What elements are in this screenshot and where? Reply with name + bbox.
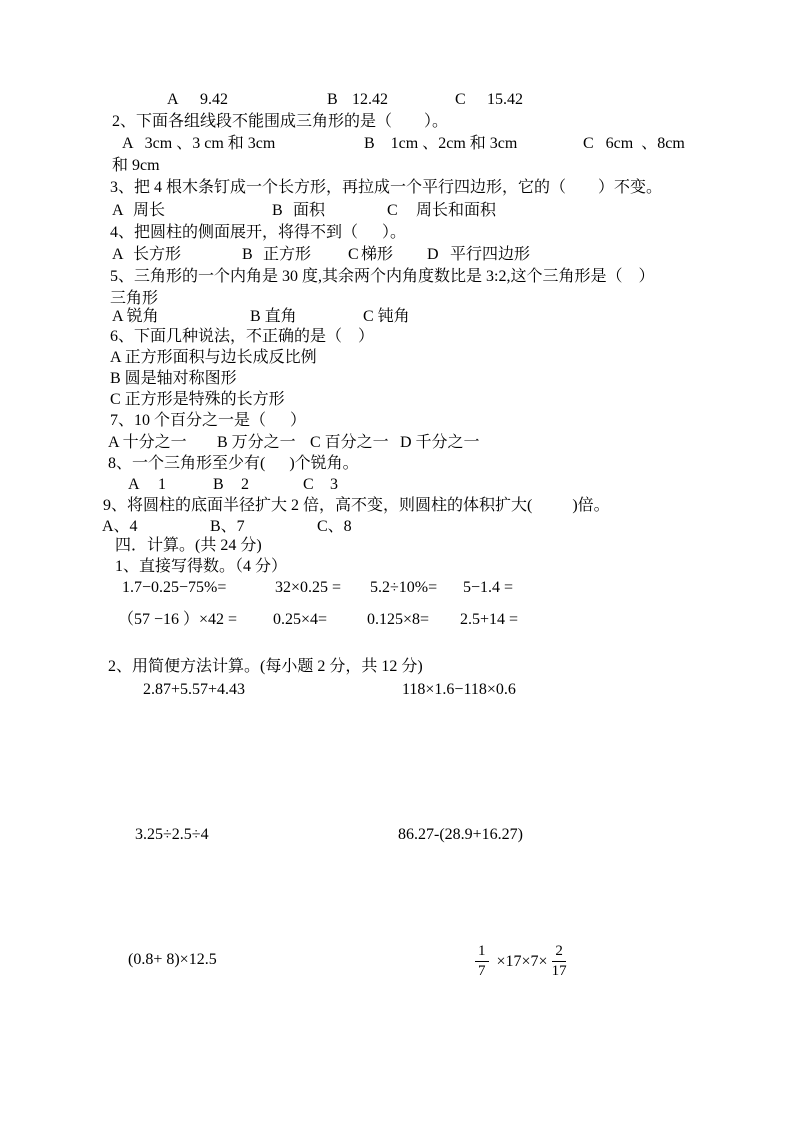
text-segment: B bbox=[327, 91, 338, 108]
text-segment: A bbox=[128, 476, 140, 493]
text-segment: A 十分之一 bbox=[108, 434, 187, 451]
text-segment: 12.42 bbox=[352, 91, 388, 108]
text-segment: C 钝角 bbox=[363, 308, 410, 325]
text-segment: 7、10 个百分之一是（ ） bbox=[110, 412, 307, 429]
math-operator-text: ×17×7× bbox=[492, 952, 548, 970]
text-segment: 5−1.4 = bbox=[463, 579, 514, 596]
text-segment: A bbox=[112, 202, 124, 219]
text-segment: 9、将圆柱的底面半径扩大 2 倍，高不变，则圆柱的体积扩大( )倍。 bbox=[103, 497, 610, 514]
text-segment: C bbox=[455, 91, 466, 108]
text-segment: 梯形 bbox=[361, 246, 394, 263]
fraction-numerator: 1 bbox=[475, 944, 489, 962]
text-segment: 面积 bbox=[293, 202, 326, 219]
text-segment: C 正方形是特殊的长方形 bbox=[110, 391, 285, 408]
text-segment: 2.5+14 = bbox=[460, 611, 519, 628]
text-segment: C 6cm 、8cm bbox=[583, 135, 685, 152]
fraction-numerator: 2 bbox=[552, 944, 566, 962]
text-segment: 2、下面各组线段不能围成三角形的是（ ）。 bbox=[112, 113, 449, 130]
text-segment: 3、把 4 根木条钉成一个长方形，再拉成一个平行四边形，它的（ ）不变。 bbox=[110, 179, 663, 196]
text-segment: A bbox=[167, 91, 179, 108]
text-segment: D 千分之一 bbox=[400, 434, 480, 451]
text-segment: A 正方形面积与边长成反比例 bbox=[110, 349, 317, 366]
text-segment: B bbox=[272, 202, 283, 219]
text-segment: 四．计算。(共 24 分) bbox=[115, 537, 262, 554]
text-segment: 2.87+5.57+4.43 bbox=[143, 681, 246, 698]
text-segment: 5.2÷10%= bbox=[370, 579, 438, 596]
text-segment: 5、三角形的一个内角是 30 度,其余两个内角度数比是 3:2,这个三角形是（ ） bbox=[110, 268, 655, 285]
text-segment: 1.7−0.25−75%= bbox=[122, 579, 227, 596]
text-segment: C bbox=[303, 476, 314, 493]
text-segment: 118×1.6−118×0.6 bbox=[402, 681, 516, 698]
fraction bbox=[475, 944, 489, 979]
text-segment: D bbox=[427, 246, 439, 263]
text-segment: 1 bbox=[158, 476, 166, 493]
text-segment: B 圆是轴对称图形 bbox=[110, 370, 237, 387]
text-segment: 3.25÷2.5÷4 bbox=[135, 826, 209, 843]
text-segment: B bbox=[242, 246, 253, 263]
text-segment: 3 bbox=[330, 476, 338, 493]
text-segment: A、4 bbox=[102, 518, 138, 535]
text-segment: B bbox=[213, 476, 224, 493]
text-segment: 15.42 bbox=[487, 91, 523, 108]
text-segment: C、8 bbox=[317, 518, 352, 535]
text-segment: 0.125×8= bbox=[367, 611, 430, 628]
math-fraction-expression bbox=[473, 944, 569, 979]
text-segment: B 万分之一 bbox=[217, 434, 296, 451]
text-segment: （57 −16 ）×42 = bbox=[118, 611, 238, 628]
fraction bbox=[552, 944, 567, 979]
text-segment: 周长 bbox=[133, 202, 166, 219]
text-segment: A 锐角 bbox=[112, 308, 159, 325]
text-segment: 32×0.25 = bbox=[275, 579, 342, 596]
text-segment: (0.8+ 8)×12.5 bbox=[128, 951, 217, 968]
text-segment: 4、把圆柱的侧面展开，将得不到（ ）。 bbox=[110, 224, 407, 241]
text-segment: 6、下面几种说法，不正确的是（ ） bbox=[110, 328, 375, 345]
text-segment: 和 9cm bbox=[112, 157, 160, 174]
text-segment: 1、直接写得数。（4 分） bbox=[115, 558, 288, 575]
text-segment: A 3cm 、3 cm 和 3cm bbox=[122, 135, 276, 152]
text-segment: C bbox=[387, 202, 398, 219]
text-segment: B 直角 bbox=[250, 308, 297, 325]
text-segment: B 1cm 、2cm 和 3cm bbox=[364, 135, 518, 152]
text-segment: B、7 bbox=[210, 518, 245, 535]
text-segment: 平行四边形 bbox=[450, 246, 531, 263]
text-segment: 正方形 bbox=[263, 246, 312, 263]
fraction-denominator: 17 bbox=[551, 963, 567, 979]
text-segment: C bbox=[348, 246, 359, 263]
text-segment: A bbox=[112, 246, 124, 263]
text-segment: 2 bbox=[241, 476, 249, 493]
text-segment: 长方形 bbox=[133, 246, 182, 263]
fraction-denominator: 7 bbox=[478, 963, 486, 979]
text-segment: 三角形 bbox=[110, 290, 159, 307]
text-segment: 8、一个三角形至少有( )个锐角。 bbox=[108, 455, 359, 472]
text-segment: 86.27-(28.9+16.27) bbox=[398, 826, 524, 843]
text-segment: 2、用简便方法计算。(每小题 2 分，共 12 分) bbox=[108, 658, 423, 675]
text-segment: 周长和面积 bbox=[416, 202, 497, 219]
text-segment: 9.42 bbox=[200, 91, 228, 108]
text-segment: 0.25×4= bbox=[273, 611, 328, 628]
text-segment: C 百分之一 bbox=[310, 434, 389, 451]
